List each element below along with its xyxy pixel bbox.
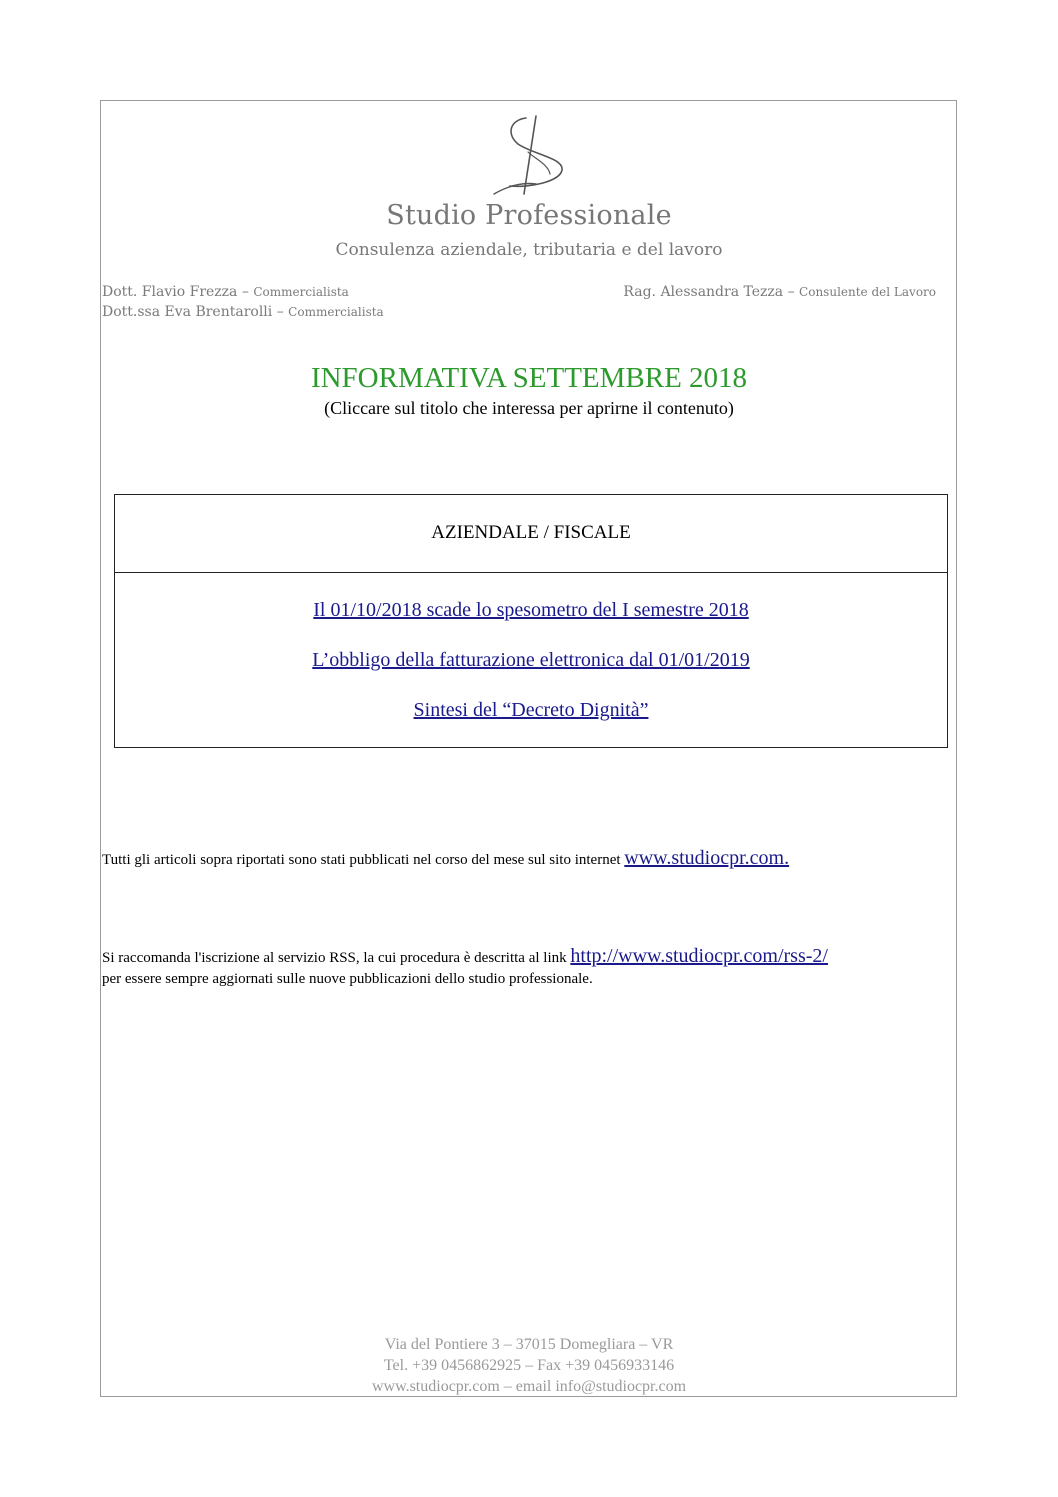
brand-tagline: Consulenza aziendale, tributaria e del lavoro bbox=[335, 240, 723, 260]
staff-separator: – bbox=[237, 284, 254, 300]
footer-web: www.studiocpr.com – email info@studiocpr.com bbox=[371, 1378, 687, 1395]
topics-table bbox=[114, 494, 948, 748]
studio-logo-icon bbox=[488, 112, 572, 198]
website-link[interactable]: www.studiocpr.com. bbox=[624, 847, 790, 869]
topic-link-decreto-dignita[interactable]: Sintesi del “Decreto Dignità” bbox=[413, 699, 649, 721]
rss-link[interactable]: http://www.studiocpr.com/rss-2/ bbox=[570, 945, 828, 967]
staff-separator: – bbox=[783, 284, 800, 300]
staff-member bbox=[623, 284, 936, 300]
staff-role: Consulente del Lavoro bbox=[799, 285, 936, 299]
brand-name: Studio Professionale bbox=[386, 200, 672, 231]
notice-rss-text: Si raccomanda l'iscrizione al servizio RSS, la cui procedura è descritta al link bbox=[102, 950, 571, 966]
topic-link-spesometro[interactable]: Il 01/10/2018 scade lo spesometro del I semestre 2018 bbox=[313, 599, 749, 621]
document-title: INFORMATIVA SETTEMBRE 2018 bbox=[310, 362, 748, 394]
staff-role: Commercialista bbox=[253, 285, 349, 299]
document-subtitle: (Cliccare sul titolo che interessa per aprirne il contenuto) bbox=[324, 398, 734, 418]
staff-member bbox=[102, 304, 384, 320]
topic-link-fatturazione-elettronica[interactable]: L’obbligo della fatturazione elettronica dal 01/01/2019 bbox=[312, 649, 750, 671]
staff-separator: – bbox=[272, 304, 289, 320]
staff-name: Rag. Alessandra Tezza bbox=[623, 284, 784, 300]
notice-articles bbox=[102, 848, 958, 871]
notice-rss-text-after: per essere sempre aggiornati sulle nuove pubblicazioni dello studio professionale. bbox=[102, 971, 593, 987]
topics-list bbox=[115, 573, 947, 723]
staff-name: Dott.ssa Eva Brentarolli bbox=[102, 304, 273, 320]
staff-name: Dott. Flavio Frezza bbox=[102, 284, 238, 300]
footer-phone: Tel. +39 0456862925 – Fax +39 0456933146 bbox=[383, 1357, 675, 1374]
topics-header: AZIENDALE / FISCALE bbox=[115, 495, 947, 573]
staff-role: Commercialista bbox=[288, 305, 384, 319]
notice-rss bbox=[102, 946, 958, 990]
footer bbox=[0, 1334, 1058, 1397]
notice-articles-text: Tutti gli articoli sopra riportati sono stati pubblicati nel corso del mese sul sito internet bbox=[102, 852, 625, 868]
footer-address: Via del Pontiere 3 – 37015 Domegliara – VR bbox=[384, 1336, 674, 1353]
staff-member bbox=[102, 284, 349, 300]
